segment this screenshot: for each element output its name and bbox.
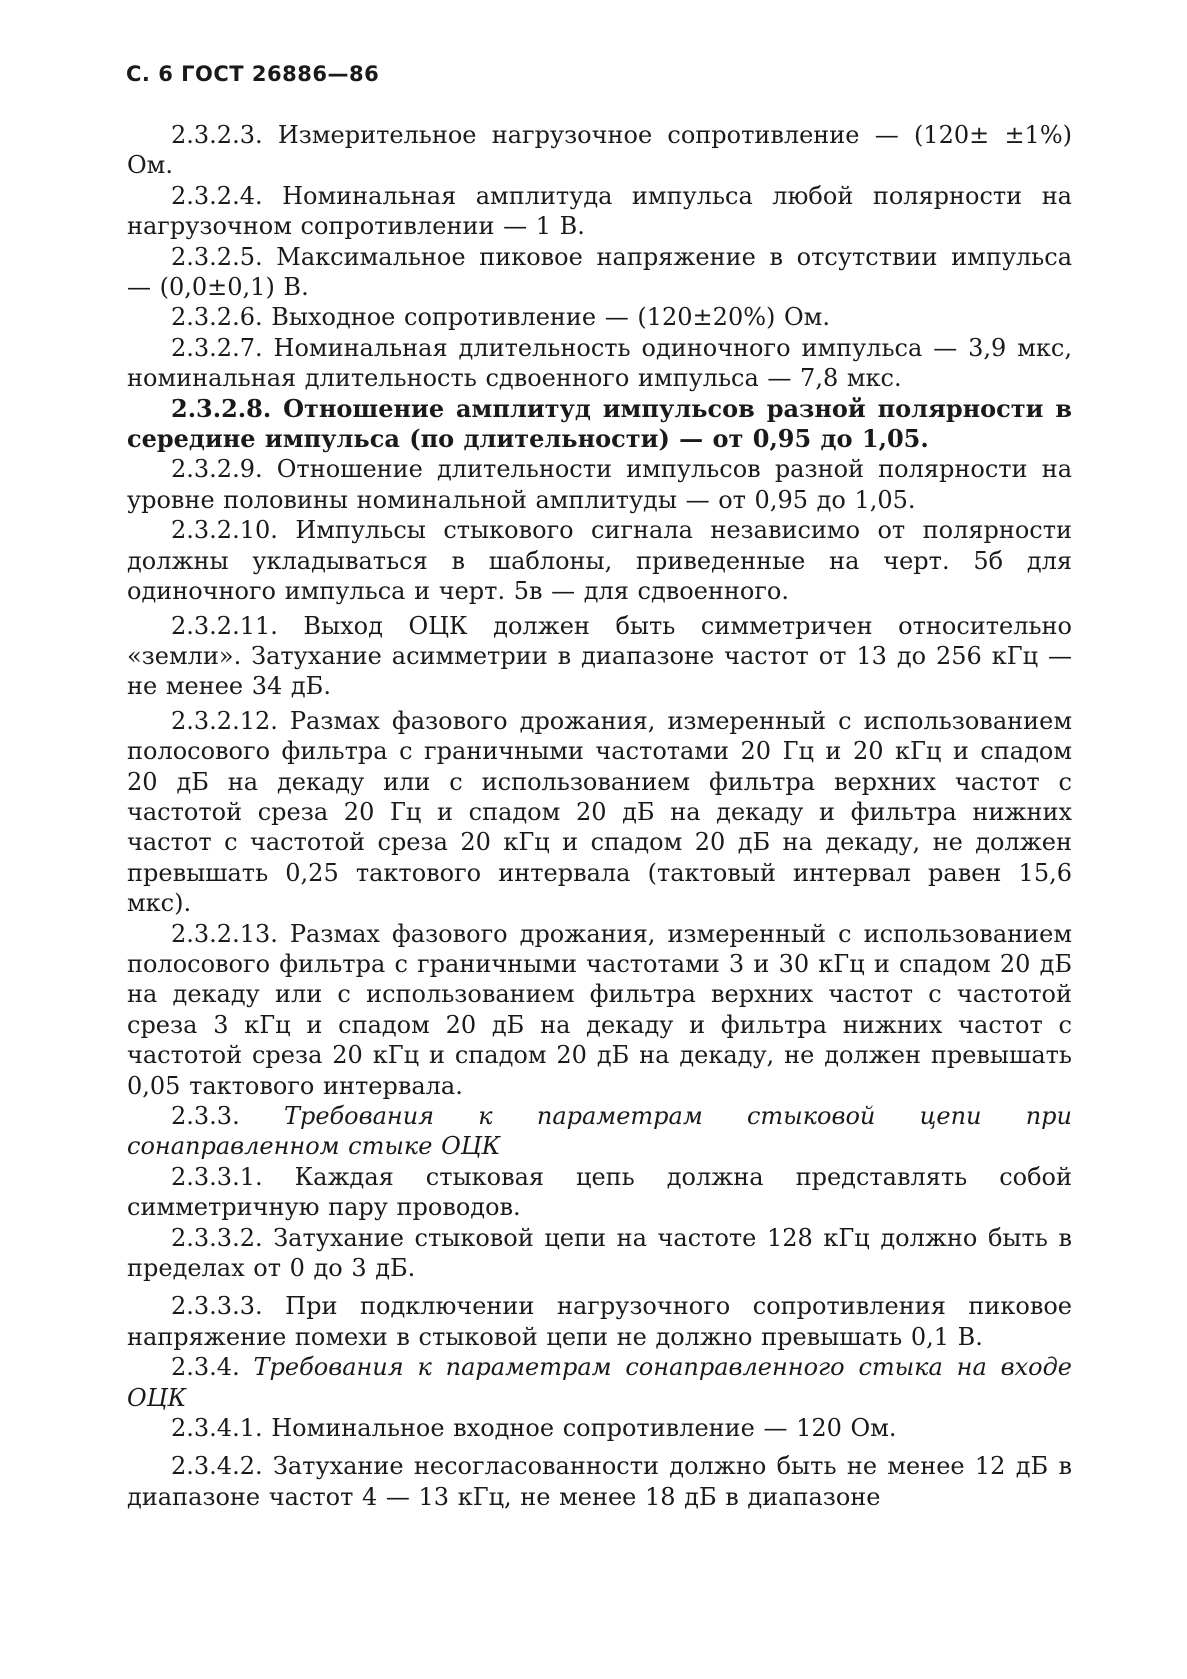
clause-2-3-2-4: 2.3.2.4. Номинальная амплитуда импульса любой полярности на нагрузочном сопротивлении — 1 В. xyxy=(127,181,1072,241)
clause-2-3-2-9: 2.3.2.9. Отношение длительности импульсов разной полярности на уровне половины номинальной амплитуды — от 0,95 до 1,05. xyxy=(127,455,1072,514)
section-2-3-4-title: Требования к параметрам сонаправленного стыка на входе ОЦК xyxy=(127,1353,1072,1412)
clause-2-3-2-6: 2.3.2.6. Выходное сопротивление — (120±20%) Ом. xyxy=(171,303,830,332)
section-2-3-3-title: Требования к параметрам стыковой цепи при сонаправленном стыке ОЦК xyxy=(127,1102,1072,1161)
clause-2-3-2-11: 2.3.2.11. Выход ОЦК должен быть симметричен относительно «земли». Затухание асимметрии в диапазоне частот от 13 до 256 кГц — не менее 34 дБ. xyxy=(127,611,1072,701)
section-2-3-3-number: 2.3.3. xyxy=(171,1102,240,1130)
section-2-3-4-number: 2.3.4. xyxy=(171,1353,240,1382)
clause-2-3-2-7: 2.3.2.7. Номинальная длительность одиночного импульса — 3,9 мкс, номинальная длительность сдвоенного импульса — 7,8 мкс. xyxy=(127,333,1072,393)
clause-2-3-2-12: 2.3.2.12. Размах фазового дрожания, измеренный с использованием полосового фильтра с граничными частотами 20 Гц и 20 кГц и спадом 20 дБ на декаду или с использованием фильтра верхних частот с частотой среза 20 Гц и спадом 20 дБ на декаду и фильтра нижних частот с частотой среза 20 кГц и спадом 20 дБ на декаду, не должен превышать 0,25 тактового интервала (тактовый интервал равен 15,6 мкс). xyxy=(127,706,1072,918)
clause-2-3-2-5: 2.3.2.5. Максимальное пиковое напряжение в отсутствии импульса — (0,0±0,1) В. xyxy=(127,242,1072,302)
document-body xyxy=(127,120,1072,1512)
clause-2-3-2-10: 2.3.2.10. Импульсы стыкового сигнала независимо от полярности должны укладываться в шаблоны, приведенные на черт. 5б для одиночного импульса и черт. 5в — для сдвоенного. xyxy=(127,516,1072,606)
section-2-3-3-heading xyxy=(127,1101,1072,1162)
clause-2-3-2-3: 2.3.2.3. Измерительное нагрузочное сопротивление — (120± ±1%) Ом. xyxy=(127,121,1072,180)
clause-2-3-3-1: 2.3.3.1. Каждая стыковая цепь должна представлять собой симметричную пару проводов. xyxy=(127,1162,1072,1222)
clause-2-3-2-13: 2.3.2.13. Размах фазового дрожания, измеренный с использованием полосового фильтра с граничными частотами 3 и 30 кГц и спадом 20 дБ на декаду или с использованием фильтра верхних частот с частотой среза 3 кГц и спадом 20 дБ на декаду и фильтра нижних частот с частотой среза 20 кГц и спадом 20 дБ на декаду, не должен превышать 0,05 тактового интервала. xyxy=(127,919,1072,1100)
clause-2-3-3-2: 2.3.3.2. Затухание стыковой цепи на частоте 128 кГц должно быть в пределах от 0 до 3 дБ. xyxy=(127,1223,1072,1283)
clause-2-3-3-3: 2.3.3.3. При подключении нагрузочного сопротивления пиковое напряжение помехи в стыковой цепи не должно превышать 0,1 В. xyxy=(127,1292,1072,1351)
clause-2-3-4-2: 2.3.4.2. Затухание несогласованности должно быть не менее 12 дБ в диапазоне частот 4 — 13 кГц, не менее 18 дБ в диапазоне xyxy=(127,1452,1072,1511)
section-2-3-4-heading xyxy=(127,1352,1072,1413)
page-header: С. 6 ГОСТ 26886—86 xyxy=(126,62,380,86)
clause-2-3-4-1: 2.3.4.1. Номинальное входное сопротивление — 120 Ом. xyxy=(171,1414,897,1443)
clause-2-3-2-8: 2.3.2.8. Отношение амплитуд импульсов разной полярности в середине импульса (по длительности) — от 0,95 до 1,05. xyxy=(127,393,1072,454)
